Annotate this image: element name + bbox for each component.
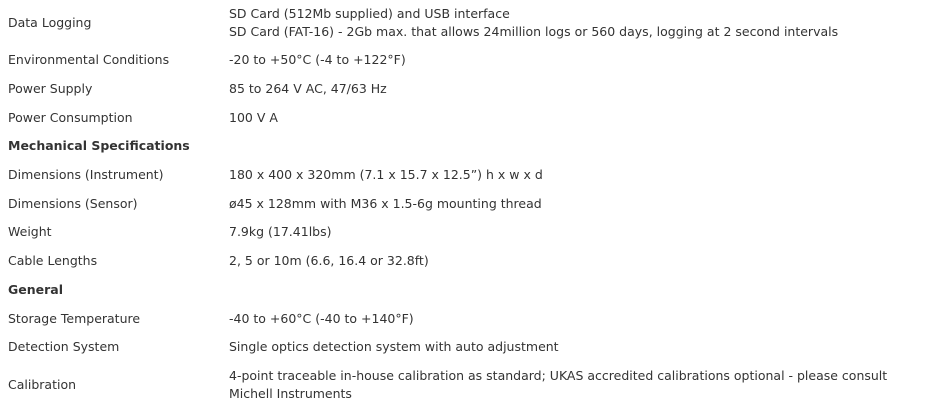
- spec-label: Calibration: [8, 376, 77, 392]
- spec-value-line: SD Card (FAT-16) - 2Gb max. that allows 24million logs or 560 days, logging at 2 second intervals: [229, 24, 839, 39]
- spec-row-dimensions-instrument: [0, 161, 930, 190]
- spec-value: 100 V A: [229, 109, 278, 125]
- spec-row-detection-system: [0, 333, 930, 362]
- spec-value-text: 4-point traceable in-house calibration as standard; UKAS accredited calibrations optional - please consult Michell Instruments: [229, 367, 888, 401]
- spec-label: Data Logging: [8, 15, 92, 30]
- spec-row-weight: [0, 218, 930, 247]
- spec-value-line: SD Card (512Mb supplied) and USB interface: [229, 6, 510, 21]
- spec-value: -20 to +50°C (-4 to +122°F): [229, 52, 406, 68]
- spec-row-calibration: [0, 362, 930, 408]
- spec-value: Single optics detection system with auto adjustment: [229, 339, 559, 355]
- spec-label: Weight: [8, 224, 52, 240]
- section-heading-spacer: [229, 276, 930, 305]
- spec-value: ø45 x 128mm with M36 x 1.5-6g mounting thread: [229, 195, 542, 211]
- spec-label: Storage Temperature: [8, 310, 141, 326]
- spec-label: Detection System: [8, 339, 120, 355]
- spec-row-dimensions-sensor: [0, 189, 930, 218]
- section-heading-spacer: [229, 132, 930, 161]
- section-heading: Mechanical Specifications: [8, 138, 190, 154]
- spec-label: Cable Lengths: [8, 253, 98, 269]
- spec-row-power-supply: [0, 75, 930, 104]
- spec-row-storage-temperature: [0, 304, 930, 333]
- spec-label: Dimensions (Instrument): [8, 167, 164, 183]
- spec-label: Power Supply: [8, 81, 93, 97]
- spec-row-power-consumption: [0, 103, 930, 132]
- spec-row-cable-lengths: [0, 247, 930, 276]
- section-heading: General: [8, 281, 63, 297]
- spec-label: Environmental Conditions: [8, 52, 170, 68]
- spec-label: Dimensions (Sensor): [8, 195, 138, 211]
- spec-value: 7.9kg (17.41lbs): [229, 224, 332, 240]
- spec-value: 180 x 400 x 320mm (7.1 x 15.7 x 12.5”) h x w x d: [229, 167, 543, 183]
- spec-value: 85 to 264 V AC, 47/63 Hz: [229, 81, 387, 97]
- spec-row-environmental-conditions: [0, 46, 930, 75]
- section-heading-general: [0, 276, 930, 305]
- spec-value: 2, 5 or 10m (6.6, 16.4 or 32.8ft): [229, 253, 429, 269]
- spec-value: -40 to +60°C (-40 to +140°F): [229, 310, 414, 326]
- spec-value: [229, 0, 930, 46]
- spec-label: Power Consumption: [8, 109, 133, 125]
- spec-value: [229, 362, 930, 408]
- section-heading-mechanical: [0, 132, 930, 161]
- spec-row-data-logging: [0, 0, 930, 46]
